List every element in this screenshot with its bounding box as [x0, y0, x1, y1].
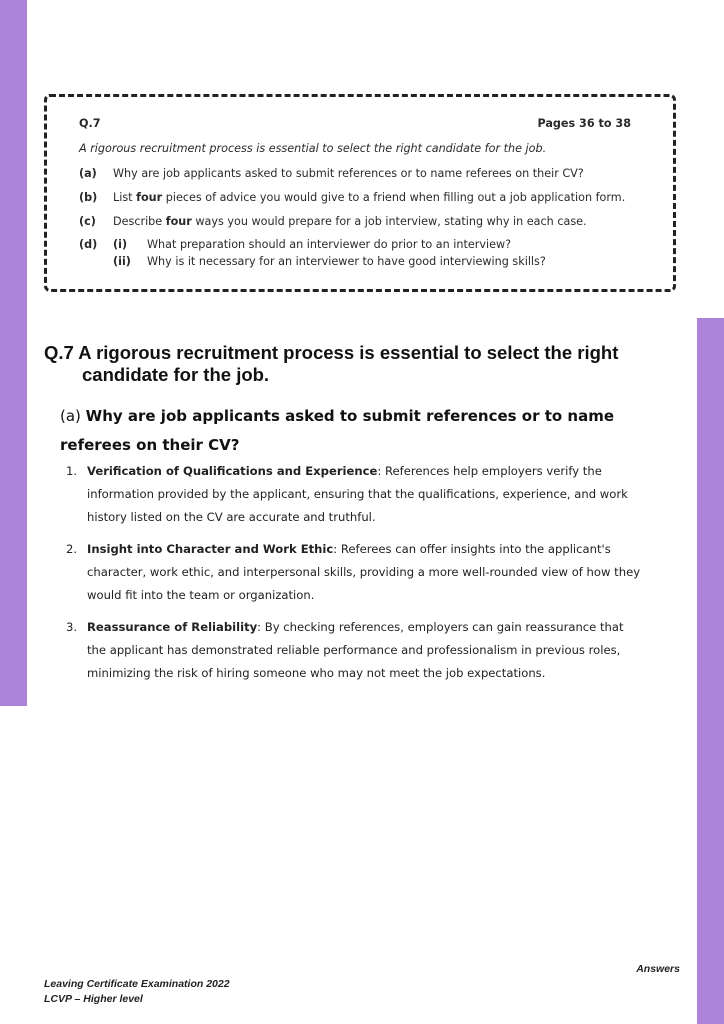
question-part-c [79, 215, 587, 228]
page-reference: Pages 36 to 38 [537, 117, 631, 130]
answer-list [66, 460, 646, 694]
part-emphasis: four [165, 215, 192, 228]
subpart-label: (i) [113, 238, 128, 251]
answer-title: Reassurance of Reliability [87, 620, 258, 634]
part-text-rest: ways you would prepare for a job interview, stating why in each case. [191, 215, 587, 228]
answer-heading-line2: candidate for the job. [82, 364, 270, 385]
question-part-b [79, 191, 625, 204]
subheading-label: (a) [60, 407, 86, 425]
answer-text: : Referees can offer insights into the applicant's character, work ethic, and interpersonal skills, providing a more well-rounded view of how they would fit into the team or organization. [87, 542, 641, 602]
answer-heading [44, 342, 664, 386]
question-box [44, 94, 676, 292]
answer-subheading [60, 402, 660, 460]
answer-text: : References help employers verify the information provided by the applicant, ensuring that the qualifications, experience, and work history listed on the CV are accurate and truthful. [87, 464, 628, 524]
subheading-text: Why are job applicants asked to submit references or to name referees on their CV? [60, 407, 615, 454]
part-label: (a) [79, 167, 97, 180]
answer-title: Insight into Character and Work Ethic [87, 542, 334, 556]
answer-item [66, 460, 646, 529]
answer-item [66, 616, 646, 685]
part-label: (b) [79, 191, 98, 204]
question-part-a [79, 167, 584, 180]
part-text-rest: pieces of advice you would give to a friend when filling out a job application form. [162, 191, 626, 204]
answer-heading-line1: Q.7 A rigorous recruitment process is essential to select the right [44, 342, 619, 363]
answer-title: Verification of Qualifications and Experience [87, 464, 378, 478]
answer-number: 2. [66, 542, 78, 556]
footer-exam-level: LCVP – Higher level [44, 993, 143, 1005]
footer-exam-info [44, 977, 230, 1007]
question-number: Q.7 [79, 117, 101, 130]
part-label: (d) [79, 238, 98, 251]
question-part-d-ii [113, 255, 546, 268]
question-intro: A rigorous recruitment process is essential to select the right candidate for the job. [79, 142, 547, 155]
part-emphasis: four [136, 191, 163, 204]
question-part-d [79, 238, 511, 251]
footer-exam-title: Leaving Certificate Examination 2022 [44, 978, 230, 990]
part-text: List [113, 191, 137, 204]
subpart-label: (ii) [113, 255, 131, 268]
answer-number: 3. [66, 620, 78, 634]
part-text: Why are job applicants asked to submit references or to name referees on their CV? [113, 167, 584, 180]
footer-section-label: Answers [636, 963, 680, 975]
part-label: (c) [79, 215, 96, 228]
left-accent-bar [0, 0, 27, 706]
part-text: Describe [113, 215, 166, 228]
subpart-text: What preparation should an interviewer do prior to an interview? [147, 238, 512, 251]
answer-item [66, 538, 646, 607]
answer-number: 1. [66, 464, 78, 478]
right-accent-bar [697, 318, 724, 1024]
subpart-text: Why is it necessary for an interviewer to have good interviewing skills? [147, 255, 546, 268]
answer-text: : By checking references, employers can gain reassurance that the applicant has demonstrated reliable performance and professionalism in previous roles, minimizing the risk of hiring someone who may not meet the job expectations. [87, 620, 624, 680]
